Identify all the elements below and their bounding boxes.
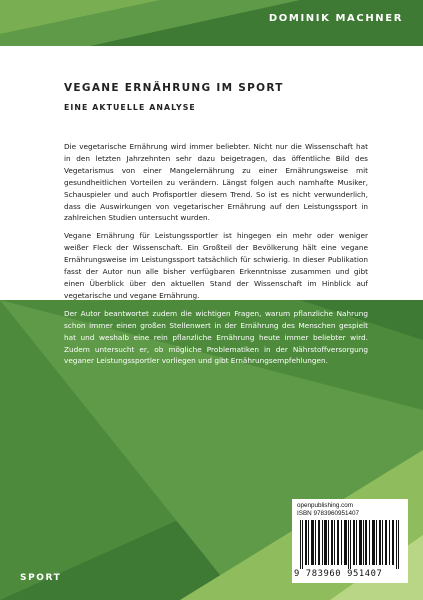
blurb-paragraph-3: Der Autor beantwortet zudem die wichtigen Fragen, warum pflanzliche Nahrung schon immer einen großen Stellenwert in der Ernährung des Menschen gespielt hat und weshalb eine rein pflanzliche Ernährung heute immer beliebter wird. Zudem untersucht er, ob mögliche Problematiken in der Nährstoffversorgung veganer Leistungssportler vorliegen und gibt Ernährungsempfehlungen.: [64, 308, 368, 366]
author-name: DOMINIK MACHNER: [268, 13, 403, 24]
publisher-url: openpublishing.com: [297, 502, 354, 509]
barcode-panel: [292, 499, 408, 583]
book-subtitle: EINE AKTUELLE ANALYSE: [64, 103, 196, 112]
barcode-digits: 9 783960 951407: [294, 569, 383, 579]
blurb-paragraph-1: Die vegetarische Ernährung wird immer beliebter. Nicht nur die Wissenschaft hat in den letzten Jahrzehnten sehr dazu beigetragen, das öffentliche Bild des Vegetarismus von einer Mangelernährung zu einer Ernährungsweise mit gesundheitlichen Vorteilen zu verändern. Längst folgen auch namhafte Musiker, Schauspieler und auch Profisportler diesem Trend. So ist es nicht verwunderlich, dass die Auswirkungen von vegetarischer Ernährung auf den Leistungssport in zahlreichen Studien untersucht wurden.: [64, 142, 368, 223]
category-label: SPORT: [20, 573, 62, 583]
blurb-text: [64, 141, 368, 373]
isbn-number: ISBN 9783960951407: [297, 510, 359, 517]
blurb-paragraph-2: Vegane Ernährung für Leistungssportler ist hingegen ein mehr oder weniger weißer Fleck der Wissenschaft. Ein Großteil der Bevölkerung hält eine vegane Ernährungsweise im Leistungssport tatsächlich für schwierig. In dieser Publikation fasst der Autor nun alle bisher verfügbaren Erkenntnisse zusammen und gibt einen Überblick über den aktuellen Stand der Wissenschaft im Hinblick auf vegetarische und vegane Ernährung.: [64, 231, 368, 300]
barcode-icon: [298, 520, 402, 569]
book-title: VEGANE ERNÄHRUNG IM SPORT: [64, 82, 284, 94]
